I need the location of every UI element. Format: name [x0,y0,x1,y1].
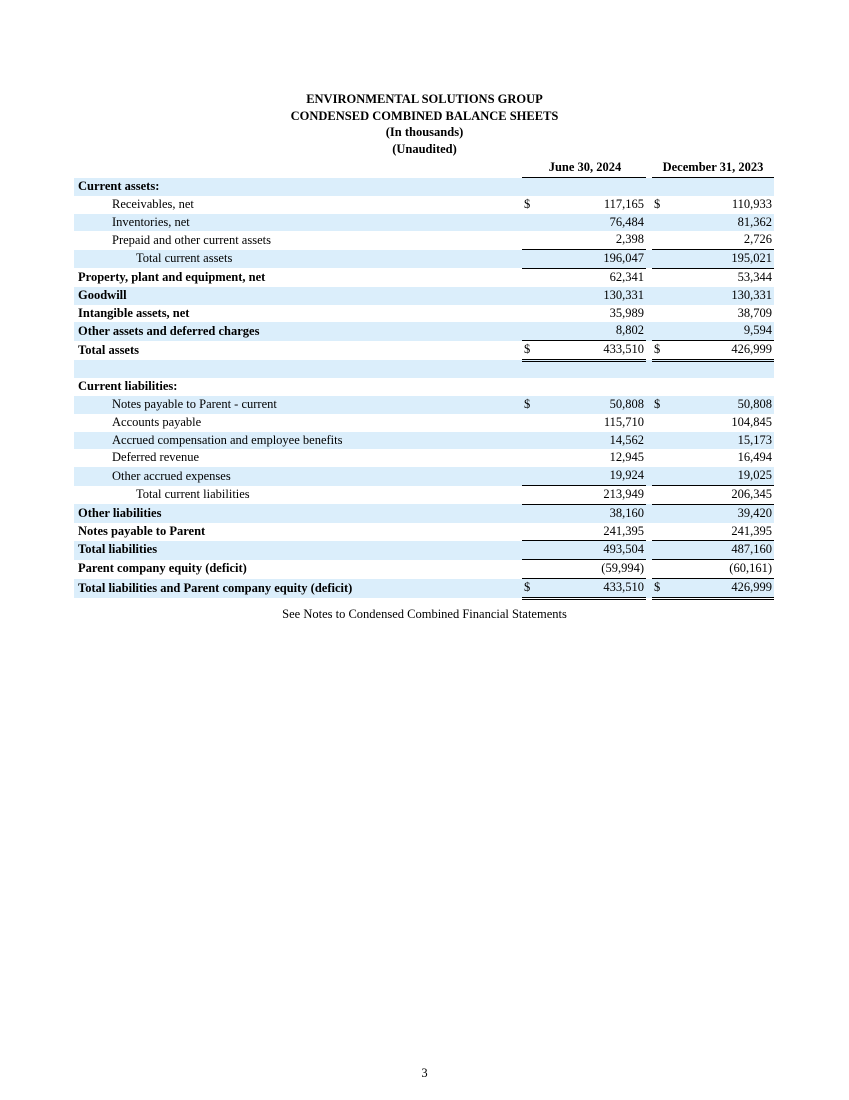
currency-symbol: $ [522,396,536,414]
value-2024: 433,510 [536,341,646,361]
value-2024: 62,341 [609,269,644,284]
footnote: See Notes to Condensed Combined Financial Statements [282,607,567,621]
table-row [74,305,774,323]
value-2023: 110,933 [731,196,772,211]
column-header-dec-2023: December 31, 2023 [662,160,764,174]
row-label: Total current assets [74,250,522,269]
table-row [74,196,774,214]
table-row [74,396,774,414]
value-2023: (60,161) [666,560,774,579]
currency-symbol: $ [654,196,661,211]
value-2024: 115,710 [603,414,644,429]
value-2023: 53,344 [737,269,772,284]
table-row [74,178,774,196]
row-label: Receivables, net [112,196,194,211]
table-row [74,250,774,269]
table-row [74,504,774,522]
value-2023: 426,999 [666,579,774,599]
value-2024: (59,994) [536,560,646,579]
audit-note: (Unaudited) [392,141,457,156]
value-2024: 12,945 [609,450,644,465]
row-label: Inventories, net [74,214,522,232]
row-label: Other accrued expenses [74,467,522,485]
row-label: Other assets and deferred charges [74,322,522,340]
value-2023: 241,395 [666,523,774,541]
table-row [74,541,774,560]
value-2024: 117,165 [603,196,644,211]
units-note: (In thousands) [385,125,464,139]
statement-title: CONDENSED COMBINED BALANCE SHEETS [290,108,559,123]
table-row [74,378,774,396]
table-row [74,432,774,450]
value-2023: 16,494 [737,450,772,465]
row-label: Total liabilities and Parent company equity (deficit) [74,579,522,599]
statement-header [0,91,849,157]
row-label: Parent company equity (deficit) [78,561,247,576]
value-2024: 8,802 [536,322,646,340]
value-2023: 2,726 [666,231,774,249]
value-2024: 2,398 [536,231,646,249]
company-name: ENVIRONMENTAL SOLUTIONS GROUP [306,92,543,106]
value-2024: 38,160 [536,504,646,522]
value-2023: 50,808 [666,396,774,414]
value-2023: 487,160 [666,541,774,560]
value-2023: 39,420 [666,504,774,522]
table-row [74,449,774,467]
currency-symbol: $ [524,196,531,211]
row-label: Intangible assets, net [78,305,190,320]
currency-symbol: $ [652,579,666,599]
value-2023: 19,025 [666,467,774,485]
value-2023: 206,345 [666,486,774,505]
table-row [74,579,774,599]
balance-sheet-table [74,178,774,600]
value-2023: 15,173 [666,432,774,450]
currency-symbol: $ [522,341,536,361]
value-2024: 19,924 [536,467,646,485]
currency-symbol: $ [652,341,666,361]
row-label: Goodwill [74,287,522,305]
table-row [74,341,774,361]
currency-symbol: $ [522,579,536,599]
page-number: 3 [421,1066,428,1080]
row-label: Deferred revenue [112,450,200,465]
value-2023: 130,331 [666,287,774,305]
column-header-june-2024: June 30, 2024 [548,160,622,174]
value-2024: 196,047 [536,250,646,269]
row-label: Notes payable to Parent - current [74,396,522,414]
value-2023: 38,709 [737,305,772,320]
value-2023: 195,021 [666,250,774,269]
row-label: Property, plant and equipment, net [78,269,266,284]
table-row-spacer [74,360,774,378]
value-2024: 130,331 [536,287,646,305]
value-2024: 433,510 [536,579,646,599]
row-label: Total assets [78,342,140,357]
value-2024: 76,484 [536,214,646,232]
value-2023: 426,999 [666,341,774,361]
value-2024: 241,395 [536,523,646,541]
table-row [74,287,774,305]
row-label: Accounts payable [112,414,202,429]
section-heading-current-liabilities: Current liabilities: [78,379,178,394]
value-2023: 81,362 [666,214,774,232]
row-label: Notes payable to Parent [78,523,206,538]
row-label: Total current liabilities [136,487,250,502]
value-2023: 9,594 [666,322,774,340]
table-row [74,214,774,232]
table-row [74,231,774,249]
row-label: Total liabilities [74,541,522,560]
section-heading-current-assets: Current assets: [74,178,522,196]
value-2023: 104,845 [731,414,772,429]
value-2024: 35,989 [609,305,644,320]
table-row [74,268,774,286]
value-2024: 14,562 [536,432,646,450]
currency-symbol: $ [652,396,666,414]
value-2024: 50,808 [536,396,646,414]
row-label: Prepaid and other current assets [112,232,271,247]
value-2024: 493,504 [536,541,646,560]
value-2024: 213,949 [536,486,646,505]
table-row [74,560,774,579]
row-label: Other liabilities [74,504,522,522]
table-row [74,467,774,485]
table-row [74,523,774,541]
table-row [74,486,774,505]
table-row [74,414,774,432]
table-row [74,322,774,340]
row-label: Accrued compensation and employee benefits [74,432,522,450]
